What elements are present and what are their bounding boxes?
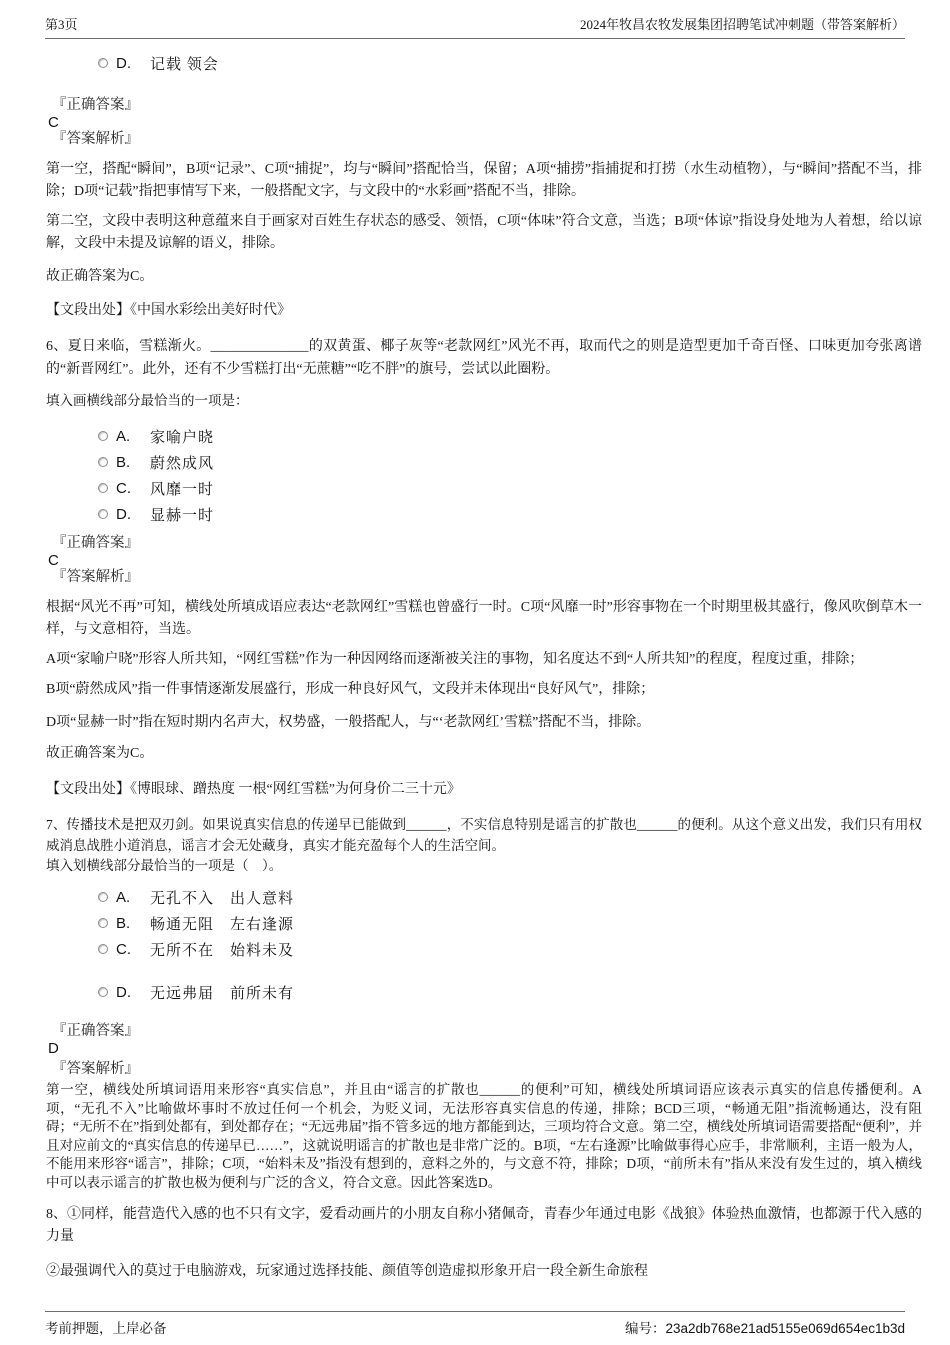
radio-button[interactable] — [98, 918, 108, 928]
page-content — [0, 50, 950, 1283]
option-text: 无所不在 始料未及 — [150, 942, 295, 959]
radio-button[interactable] — [98, 431, 108, 441]
option-letter: B. — [116, 453, 131, 471]
option-letter: A. — [116, 427, 131, 445]
q6-analysis-paragraph: D项“显赫一时”指在短时期内名声大，权势盛，一般搭配人，与“‘老款网红’雪糕”搭配不当，排除。 — [46, 715, 651, 730]
page-number: 第3页 — [45, 17, 78, 32]
q7-option-d-row — [98, 979, 922, 1005]
q6-source-reference: 【文段出处】《博眼球、蹭热度 一根“网红雪糕”为何身价二三十元》 — [46, 782, 461, 797]
q6-option-b-row — [98, 449, 922, 475]
q7-stem: 7、传播技术是把双刃剑。如果说真实信息的传递早已能做到______，不实信息特别是谣言的扩散也______的便利。从这个意义出发，我们只有用权威消息战胜小道消息，谣言才会无处藏身，真实才能充盈每个人的生活空间。 — [46, 817, 922, 853]
option-letter: D. — [116, 505, 131, 523]
option-letter: B. — [116, 914, 131, 932]
option-text: 显赫一时 — [150, 507, 215, 524]
page-footer — [45, 1311, 905, 1337]
document-serial-number: 编号：23a2db768e21ad5155e069d654ec1b3d — [625, 1321, 905, 1336]
q7-correct-answer-value: D — [48, 1040, 59, 1057]
radio-button[interactable] — [98, 892, 108, 902]
option-text: 无孔不入 出人意料 — [150, 890, 295, 907]
q8-stem-part1: 8、①同样，能营造代入感的也不只有文字，爱看动画片的小朋友自称小猪佩奇，青春少年通过电影《战狼》体验热血激情，也都源于代入感的力量 — [46, 1206, 922, 1244]
q7-analysis-label: 『答案解析』 — [52, 1061, 139, 1077]
q6-stem: 6、夏日来临，雪糕渐火。______________的双黄蛋、椰子灰等“老款网红”风光不再，取而代之的则是造型更加千奇百怪、口味更加夸张离谱的“新晋网红”。此外，还有不少雪糕打出“无蔗糖”“吃不胖”的旗号，尝试以此圈粉。 — [46, 339, 922, 377]
radio-button[interactable] — [98, 509, 108, 519]
radio-button[interactable] — [98, 483, 108, 493]
q5-analysis-paragraph: 第二空，文段中表明这种意蕴来自于画家对百姓生存状态的感受、领悟，C项“体味”符合文意，当选；B项“体谅”指设身处地为人着想，给以谅解，文段中未提及谅解的语义，排除。 — [46, 214, 922, 251]
q6-analysis-paragraph: B项“蔚然成风”指一件事情逐渐发展盛行，形成一种良好风气，文段并未体现出“良好风气”，排除； — [46, 682, 655, 697]
q7-options — [46, 884, 922, 1005]
option-text: 记载 领会 — [150, 56, 219, 73]
option-letter: A. — [116, 888, 131, 906]
q5-source-reference: 【文段出处】《中国水彩绘出美好时代》 — [46, 303, 291, 318]
page-header — [45, 14, 905, 39]
q7-correct-answer-label: 『正确答案』 — [52, 1023, 139, 1039]
option-text: 畅通无阻 左右逢源 — [150, 916, 295, 933]
q5-correct-answer-value: C — [48, 114, 59, 131]
option-letter: D. — [116, 54, 131, 72]
q6-option-d-row — [98, 501, 922, 527]
q8-stem-part2: ②最强调代入的莫过于电脑游戏，玩家通过选择技能、颜值等创造虚拟形象开启一段全新生命旅程 — [46, 1263, 648, 1279]
q7-prompt: 填入划横线部分最恰当的一项是（ ）。 — [46, 858, 283, 873]
option-text: 无远弗届 前所未有 — [150, 985, 295, 1002]
q6-conclusion: 故正确答案为C。 — [46, 746, 154, 761]
radio-button[interactable] — [98, 987, 108, 997]
document-title: 2024年牧昌农牧发展集团招聘笔试冲刺题（带答案解析） — [579, 17, 905, 32]
q5-correct-answer-label: 『正确答案』 — [52, 97, 139, 113]
q6-analysis-paragraph: A项“家喻户晓”形容人所共知，“网红雪糕”作为一种因网络而逐渐被关注的事物，知名度达不到“人所共知”的程度，程度过重，排除； — [46, 652, 864, 667]
q7-analysis-paragraph: 第一空，横线处所填词语用来形容“真实信息”，并且由“谣言的扩散也______的便利”可知，横线处所填词语应该表示真实的信息传播便利。A项，“无孔不入”比喻做坏事时不放过任何一个机会，为贬义词，无法形容真实信息的传递，排除；BCD三项，“畅通无阻”指流畅通达，没有阻碍；“无所不在”指到处都有，到处都存在；“无远弗届”指不管多远的地方都能到达，三项均符合文意。第二空，横线处所填词语需要搭配“便利”，并且对应前文的“真实信息的传递早已……”，这就说明谣言的扩散也是非常广泛的。B项，“左右逢源”比喻做事得心应手，非常顺利，主语一般为人，不能用来形容“谣言”，排除；C项，“始料未及”指没有想到的，意料之外的，与文意不符，排除；D项，“前所未有”指从来没有发生过的，填入横线中可以表示谣言的扩散也极为便利与广泛的含义，符合文意。因此答案选D。 — [46, 1082, 922, 1190]
q6-option-c-row — [98, 475, 922, 501]
option-text: 蔚然成风 — [150, 455, 215, 472]
option-letter: C. — [116, 940, 131, 958]
option-text: 家喻户晓 — [150, 429, 215, 446]
option-text: 风靡一时 — [150, 481, 215, 498]
radio-button[interactable] — [98, 58, 108, 68]
radio-button[interactable] — [98, 457, 108, 467]
q6-correct-answer-value: C — [48, 552, 59, 569]
q7-option-a-row — [98, 884, 922, 910]
q7-option-c-row — [98, 936, 922, 962]
option-letter: C. — [116, 479, 131, 497]
footer-slogan: 考前押题，上岸必备 — [45, 1321, 167, 1336]
q6-prompt: 填入画横线部分最恰当的一项是： — [46, 393, 249, 408]
q6-analysis-label: 『答案解析』 — [52, 569, 139, 585]
q6-options — [46, 423, 922, 527]
q6-option-a-row — [98, 423, 922, 449]
q5-analysis-paragraph: 第一空，搭配“瞬间”，B项“记录”、C项“捕捉”，均与“瞬间”搭配恰当，保留；A项“捕捞”指捕捉和打捞（水生动植物），与“瞬间”搭配不当，排除；D项“记载”指把事情写下来，一般搭配文字，与文段中的“水彩画”搭配不当，排除。 — [46, 162, 922, 199]
q5-option-d-row — [98, 50, 922, 76]
q5-analysis-label: 『答案解析』 — [52, 131, 139, 147]
q6-correct-answer-label: 『正确答案』 — [52, 535, 139, 551]
option-letter: D. — [116, 983, 131, 1001]
radio-button[interactable] — [98, 944, 108, 954]
q6-analysis-paragraph: 根据“风光不再”可知，横线处所填成语应表达“老款网红”雪糕也曾盛行一时。C项“风靡一时”形容事物在一个时期里极其盛行，像风吹倒草木一样，与文意相符，当选。 — [46, 600, 922, 637]
q7-option-b-row — [98, 910, 922, 936]
q5-conclusion: 故正确答案为C。 — [46, 269, 154, 284]
